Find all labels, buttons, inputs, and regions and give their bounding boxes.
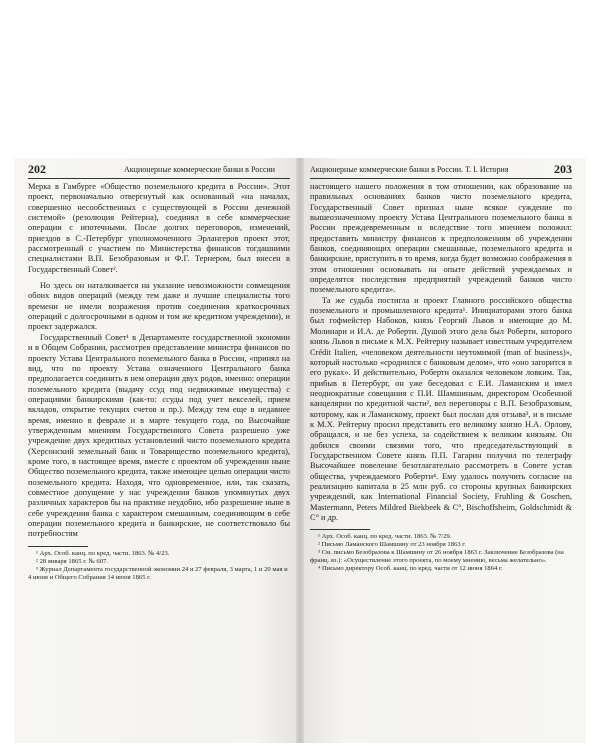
right-paragraph-1: настоящего нашего положения в том отношении, как образование на правильных основаниях банков чисто поземельного кредита, Государственный Совет признал ныне всякое суждение по вышеозначенному проекту Устава Центрального поземельного банка в России преждевременным и вследствие того мнением положил: предоставить министру финансов к предположениям об учреждении банков, соединяющих операции смешанные, поземельного кредита и банкирские, приступить в то время, когда будет возможно соображения в этом отношении основывать на опыте действий учреждаемых и определятся последствия предприятий учреждений банков чисто поземельного кредита». bbox=[310, 182, 572, 295]
right-page bbox=[300, 158, 586, 743]
left-paragraph-1: Мерка в Гамбурге «Общество поземельного кредита в России». Этот проект, первоначально отвергнутый как основанный «на началах, совершенно несообственных с существующей в России денежной системой» (резолюция Рейтерна), соединял в себе коммерческие операции с ипотечными. После долгих переговоров, изменений, приездов в С.-Петербург уполномоченного Эрлангеров проект этот, рассмотренный с участием по Министерства финансов тогдашними специалистами В.П. Безобразовым и Ф.Г. Тернером, был внесен в Государственный Совет². bbox=[28, 182, 290, 274]
right-footnote-4: ⁴ Письмо директору Особ. канц. по кред. части от 12 июня 1864 г. bbox=[318, 565, 503, 573]
left-paragraph-3: Государственный Совет¹ в Департаменте государственной экономии и в Общем Собрании, рассмотрев представление министра финансов по проекту Устава Центрального поземельного банка в России, «принял на вид, что по проекту Устава означенного Центрального банка предполагается соединить в нем операции двух родов, именно: операции поземельного кредита (выдачу ссуд под недвижимые имущества) с операциями банкирскими (как-то: ссуды под учет векселей, прием вкладов, открытие текущих счетов и пр.). Между тем еще в недавнее время, именно в феврале и в марте текущего года, по Высочайше утвержденным мнениям Государственного Совета разрешено уже учреждение двух кредитных установлений чисто поземельного кредита (Херсонский земельный банк и Товарищество поземельного кредита), кроме того, в настоящее время, вместе с проектом об учреждении ныне Общество поземельного кредита, также имеющее целью операции чисто поземельного кредита. Находя, что одновременное, или, так сказать, совместное допущение у нас учреждения банков упомянутых двух различных характеров бы на практике неудобно, ибо разрешение ныне в себе учреждения банка с характером смешанным, соединяющим в себе операции поземельного кредита и банкирские, не соответствовало бы потребностям bbox=[28, 332, 290, 539]
left-running-head bbox=[28, 162, 290, 179]
left-footnote-rule bbox=[28, 546, 88, 547]
right-running-head bbox=[310, 162, 572, 179]
left-paragraph-2: Но здесь он наталкивается на указание невозможности совмещения обоих видов операций (между тем даже и лучшие специалисты того времени не имели возражения против соединения краткосрочных операций с долгосрочными в одном и том же кредитном учреждении), и проект задержался. bbox=[28, 281, 290, 332]
right-page-number: 203 bbox=[554, 162, 572, 176]
right-running-title: Акционерные коммерческие банки в России. Т. I. История bbox=[310, 165, 509, 174]
right-footnotes bbox=[310, 533, 572, 573]
left-running-title: Акционерные коммерческие банки в России bbox=[124, 165, 276, 174]
book-gutter bbox=[296, 158, 304, 743]
right-paragraph-2: Та же судьба постигла и проект Главного российского общества поземельного и промышленного кредита¹. Инициаторами этого банка был гофмейстер Набоков, князь Георгий Львов и имеющие до М. Молинари и И.А. де Роберти. Душой этого дела был Роберти, которого князь Львов в письме к М.Х. Рейтерну называет известным учредителем Crédit Italien, «человеком деятельности неутомимой (man of business)», который настолько «сроднился с банковым делом», что «оно загорится в его руках». И действительно, Роберти оказался человеком ловким. Так, прибыв в Петербург, он уже беседовал с Е.И. Ламанским и имел неоднократные совещания с П.И. Шамшиным, директором Особенной канцелярии по кредитной части², вел переговоры с В.П. Безобразовым, которому, как и Ламанскому, проект был послан для отзыва³, и в письме к М.Х. Рейтерну просил представить его великому князю Н.А. Орлову, обращался, и не без успеха, за содействием к великим князьям. Он добился своими связями того, что председательствующий в Государственном Совете князь П.П. Гагарин получил по телеграфу Высочайшее повеление безотлагательно рассмотреть в Совете устав общества, учреждаемого Роберти⁴. Ему удалось получить согласие на реализацию капитала в 25 млн руб. со стороны крупных банкирских учреждений, как International Financial Society, Fruhling & Goschen, Mastermann, Peters Mildred Biekbeek & C°, Bischoffsheim, Goldschmidt & C° и др. bbox=[310, 295, 572, 522]
right-footnote-1: ¹ Арх. Особ. канц. по кред. части. 1863. № 7/29. bbox=[318, 533, 452, 541]
right-footnote-3: ³ См. письмо Безобразова к Шамшину от 26 ноября 1863 г. Заключение Безобразова (на франц. яз.): «Осуществление этого проекта, по моему мнению, весьма желательно». bbox=[310, 549, 564, 565]
right-footnote-2: ² Письмо Ламанского Шамшину от 23 ноября 1863 г. bbox=[318, 541, 466, 549]
right-footnote-rule bbox=[310, 529, 370, 530]
left-footnote-3: ³ Журнал Департамента государственной экономии 24 и 27 февраля, 3 марта, 1 и 20 мая и 4 июня и Общего Собрания 14 июня 1865 г. bbox=[28, 565, 288, 581]
left-page bbox=[14, 158, 300, 743]
left-footnote-2: ² 28 января 1865 г. № 607. bbox=[36, 557, 108, 565]
left-footnotes bbox=[28, 550, 290, 582]
right-body-text bbox=[310, 182, 572, 573]
left-page-number: 202 bbox=[28, 162, 46, 176]
left-body-text bbox=[28, 182, 290, 582]
left-footnote-1: ¹ Арх. Особ. канц. по кред. части. 1863. № 4/23. bbox=[36, 549, 170, 557]
